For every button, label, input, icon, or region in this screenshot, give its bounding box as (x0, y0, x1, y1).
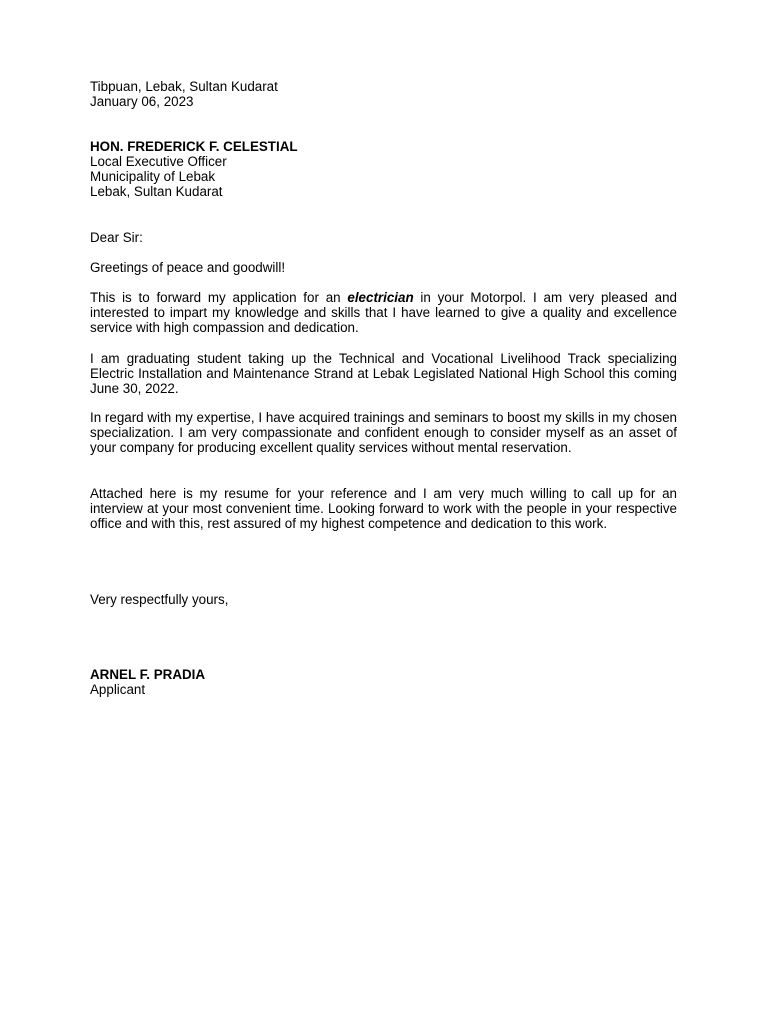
closing: Very respectfully yours, (90, 592, 229, 607)
paragraph-resume: Attached here is my resume for your reference and I am very much willing to call up for an interview at your most convenient time. Looking forward to work with the people in your respective office and with this, rest assured of my highest competence and dedication to this work. (90, 486, 677, 532)
recipient-office: Municipality of Lebak (90, 169, 216, 184)
signatory-role: Applicant (90, 682, 146, 697)
signatory-name: ARNEL F. PRADIA (90, 667, 206, 682)
recipient-name: HON. FREDERICK F. CELESTIAL (90, 139, 298, 154)
paragraph-application (90, 290, 677, 336)
paragraph-expertise: In regard with my expertise, I have acquired trainings and seminars to boost my skills in my chosen specialization. I am very compassionate and confident enough to consider myself as an asset of your company for producing excellent quality services without mental reservation. (90, 410, 677, 456)
paragraph-application-before: This is to forward my application for an (90, 290, 348, 305)
paragraph-education: I am graduating student taking up the Technical and Vocational Livelihood Track specializing Electric Installation and Maintenance Strand at Lebak Legislated National High School this coming June 30, 2022. (90, 351, 677, 397)
salutation: Dear Sir: (90, 230, 143, 245)
recipient-address: Lebak, Sultan Kudarat (90, 184, 223, 199)
position-emphasis: electrician (347, 290, 414, 305)
sender-address: Tibpuan, Lebak, Sultan Kudarat (90, 79, 278, 94)
greeting: Greetings of peace and goodwill! (90, 260, 286, 275)
letter-date: January 06, 2023 (90, 94, 194, 109)
paragraph-application-after: in your Motorpol. I am very pleased and interested to impart my knowledge and skills that I have learned to give a quality and excellence service with high compassion and dedication. (90, 290, 677, 336)
recipient-title: Local Executive Officer (90, 154, 227, 169)
